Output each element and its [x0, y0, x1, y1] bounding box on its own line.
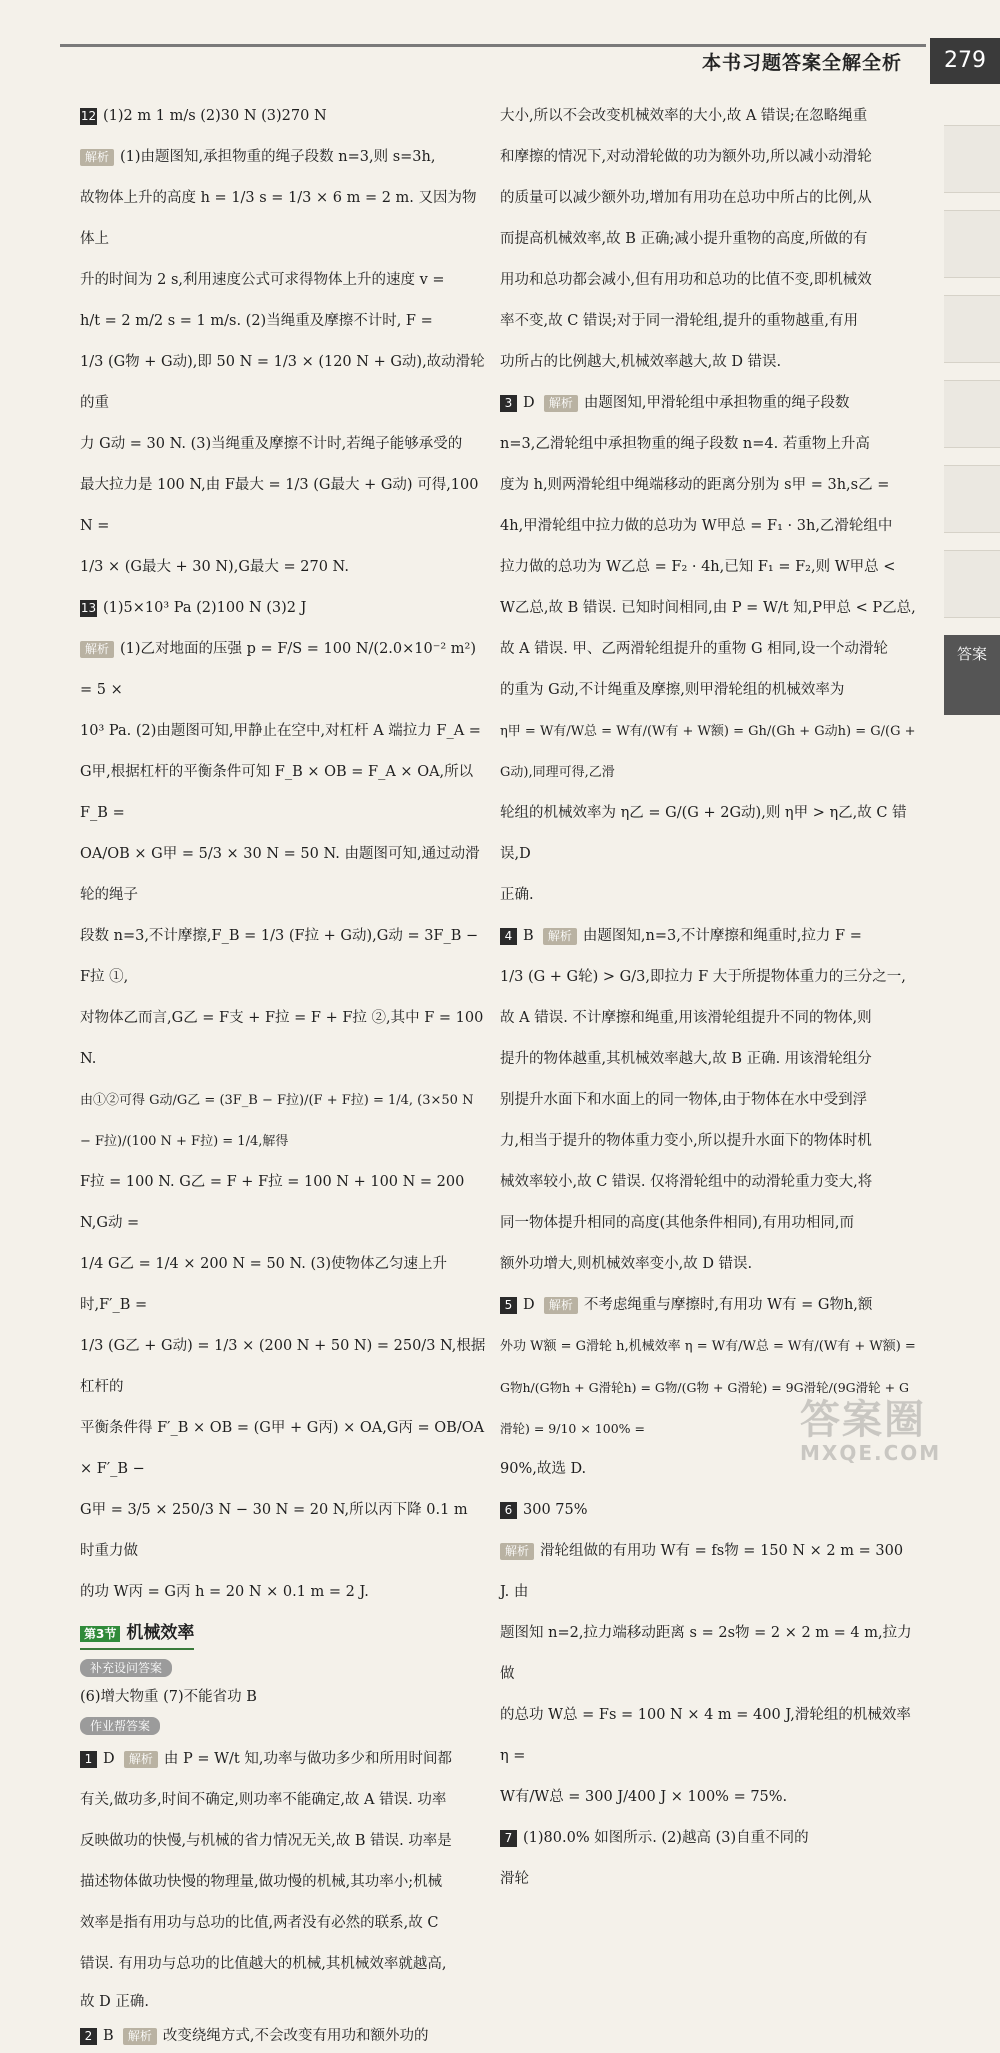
- q7-number: 7: [500, 1830, 517, 1847]
- q13-line-1: 10³ Pa. (2)由题图可知,甲静止在空中,对杠杆 A 端拉力 F_A =: [80, 723, 481, 739]
- right-column: [500, 96, 916, 1900]
- supplement-banner: 补充设问答案: [80, 1659, 172, 1677]
- q13-header: [80, 588, 486, 629]
- q12-line-1: 故物体上升的高度 h = 1/3 s = 1/3 × 6 m = 2 m. 又因为物体上: [80, 190, 477, 247]
- q5-line-1: 外功 W额 = G滑轮 h,机械效率 η = W有/W总 = W有/(W有 + W额) =: [500, 1339, 916, 1354]
- q13-line-5: 对物体乙而言,G乙 = F支 + F拉 = F + F拉 ②,其中 F = 100 N.: [80, 1010, 484, 1067]
- q1-number: 1: [80, 1751, 97, 1768]
- q6-text: 滑轮组做的有用功 W有 = fs物 = 150 N × 2 m = 300 J. 由: [500, 1543, 904, 1600]
- q13-line-10: 平衡条件得 F′_B × OB = (G甲 + G丙) × OA,G丙 = OB/OA × F′_B −: [80, 1420, 485, 1477]
- q4-line-2: 故 A 错误. 不计摩擦和绳重,用该滑轮组提升不同的物体,则: [500, 1010, 872, 1026]
- q1-line-5: 错误. 有用功与总功的比值越大的机械,其机械效率就越高,: [80, 1956, 447, 1972]
- banner2-block: [80, 1713, 486, 1739]
- jiexi-tag: 解析: [544, 395, 578, 412]
- q3-line-10: 正确.: [500, 887, 534, 903]
- q2-cont-1: 和摩擦的情况下,对动滑轮做的功为额外功,所以减小动滑轮: [500, 149, 872, 165]
- q3-number: 3: [500, 395, 517, 412]
- q2-text: 改变绕绳方式,不会改变有用功和额外功的: [162, 2028, 429, 2044]
- q12-line-2: 升的时间为 2 s,利用速度公式可求得物体上升的速度 v =: [80, 272, 445, 288]
- q12-text: (1)由题图知,承担物重的绳子段数 n=3,则 s=3h,: [120, 149, 436, 165]
- q4-line-6: 械效率较小,故 C 错误. 仅将滑轮组中的动滑轮重力变大,将: [500, 1174, 873, 1190]
- header-rule: [60, 44, 926, 47]
- q12-header: [80, 96, 486, 137]
- q3-line-7: 的重为 G动,不计绳重及摩擦,则甲滑轮组的机械效率为: [500, 682, 845, 698]
- q5-answer: D: [523, 1297, 535, 1313]
- side-tab-3[interactable]: [944, 295, 1000, 363]
- q6-line-0: [500, 1531, 916, 1613]
- q13-line-7: F拉 = 100 N. G乙 = F + F拉 = 100 N + 100 N = 200 N,G动 =: [80, 1174, 465, 1231]
- q4-line-4: 别提升水面下和水面上的同一物体,由于物体在水中受到浮: [500, 1092, 868, 1108]
- q6-line-2: 的总功 W总 = Fs = 100 N × 4 m = 400 J,滑轮组的机械效率 η =: [500, 1707, 911, 1764]
- left-column: [80, 96, 486, 2053]
- q3-line-2: 度为 h,则两滑轮组中绳端移动的距离分别为 s甲 = 3h,s乙 =: [500, 477, 890, 493]
- q12-line-7: 1/3 × (G最大 + 30 N),G最大 = 270 N.: [80, 559, 349, 575]
- jiexi-tag: 解析: [500, 1543, 534, 1560]
- q2-line-0: [80, 2019, 486, 2053]
- homework-banner: 作业帮答案: [80, 1717, 160, 1735]
- q13-line-3: OA/OB × G甲 = 5/3 × 30 N = 50 N. 由题图可知,通过动滑轮的绳子: [80, 846, 480, 903]
- q5-line-2: G物h/(G物h + G滑轮h) = G物/(G物 + G滑轮) = 9G滑轮/(9G滑轮 + G滑轮) = 9/10 × 100% =: [500, 1380, 910, 1436]
- q4-line-3: 提升的物体越重,其机械效率越大,故 B 正确. 用该滑轮组分: [500, 1051, 872, 1067]
- q12-line-3: h/t = 2 m/2 s = 1 m/s. (2)当绳重及摩擦不计时, F =: [80, 313, 433, 329]
- q4-line-1: 1/3 (G + G轮) > G/3,即拉力 F 大于所提物体重力的三分之一,: [500, 969, 906, 985]
- banner1-block: [80, 1655, 486, 1681]
- section-title: [80, 1619, 194, 1650]
- jiexi-tag: 解析: [80, 149, 114, 166]
- jiexi-tag: 解析: [123, 2028, 157, 2045]
- side-tab-2[interactable]: [944, 210, 1000, 278]
- q12-number: 12: [80, 108, 97, 123]
- q5-number: 5: [500, 1297, 517, 1314]
- q3-line-1: n=3,乙滑轮组中承担物重的绳子段数 n=4. 若重物上升高: [500, 436, 870, 452]
- section-badge: 第3节: [80, 1626, 120, 1642]
- q12-line-6: 最大拉力是 100 N,由 F最大 = 1/3 (G最大 + G动) 可得,100 N =: [80, 477, 479, 534]
- side-tab-4[interactable]: [944, 380, 1000, 448]
- q13-line-9: 1/3 (G乙 + G动) = 1/3 × (200 N + 50 N) = 250/3 N,根据杠杆的: [80, 1338, 486, 1395]
- q13-line-12: 的功 W丙 = G丙 h = 20 N × 0.1 m = 2 J.: [80, 1584, 369, 1600]
- q4-text: 由题图知,n=3,不计摩擦和绳重时,拉力 F =: [582, 928, 862, 944]
- q2-cont-5: 率不变,故 C 错误;对于同一滑轮组,提升的重物越重,有用: [500, 313, 859, 329]
- q2-cont-6: 功所占的比例越大,机械效率越大,故 D 错误.: [500, 354, 782, 370]
- q3-answer: D: [523, 395, 535, 411]
- q6-answer: 300 75%: [523, 1502, 588, 1518]
- q4-line-8: 额外功增大,则机械效率变小,故 D 错误.: [500, 1256, 753, 1272]
- q1-line-6: 故 D 正确.: [80, 1994, 149, 2010]
- q6-line-3: W有/W总 = 300 J/400 J × 100% = 75%.: [500, 1789, 788, 1805]
- q3-line-0: [500, 383, 916, 424]
- q13-line-0: [80, 629, 486, 711]
- q7-answer: (1)80.0% 如图所示. (2)越高 (3)自重不同的: [523, 1830, 809, 1846]
- q3-line-9: 轮组的机械效率为 η乙 = G/(G + 2G动),则 η甲 > η乙,故 C 错误,D: [500, 805, 907, 862]
- q4-answer: B: [523, 928, 534, 944]
- q3-line-6: 故 A 错误. 甲、乙两滑轮组提升的重物 G 相同,设一个动滑轮: [500, 641, 888, 657]
- q6-line-1: 题图知 n=2,拉力端移动距离 s = 2s物 = 2 × 2 m = 4 m,拉力做: [500, 1625, 912, 1682]
- q2-cont-3: 而提高机械效率,故 B 正确;减小提升重物的高度,所做的有: [500, 231, 868, 247]
- q3-line-5: W乙总,故 B 错误. 已知时间相同,由 P = W/t 知,P甲总 < P乙总,: [500, 600, 916, 616]
- section-title-text: 机械效率: [126, 1623, 195, 1643]
- side-tab-6[interactable]: [944, 550, 1000, 618]
- q12-line-0: [80, 137, 486, 178]
- q1-text: 由 P = W/t 知,功率与做功多少和所用时间都: [163, 1751, 452, 1767]
- side-tab-5[interactable]: [944, 465, 1000, 533]
- side-tab-1[interactable]: [944, 125, 1000, 193]
- jiexi-tag: 解析: [544, 1297, 578, 1314]
- watermark-line1: 答案圈: [800, 1397, 926, 1443]
- q6-number: 6: [500, 1502, 517, 1519]
- q13-line-6: 由①②可得 G动/G乙 = (3F_B − F拉)/(F + F拉) = 1/4, (3×50 N − F拉)/(100 N + F拉) = 1/4,解得: [80, 1093, 474, 1149]
- q2-cont-4: 用功和总功都会减小,但有用功和总功的比值不变,即机械效: [500, 272, 872, 288]
- jiexi-tag: 解析: [80, 641, 114, 658]
- q1-line-4: 效率是指有用功与总功的比值,两者没有必然的联系,故 C: [80, 1915, 439, 1931]
- q4-number: 4: [500, 928, 517, 945]
- page-number: 279: [930, 38, 1000, 84]
- q4-line-7: 同一物体提升相同的高度(其他条件相同),有用功相同,而: [500, 1215, 855, 1231]
- q12-line-5: 力 G动 = 30 N. (3)当绳重及摩擦不计时,若绳子能够承受的: [80, 436, 463, 452]
- q2-number: 2: [80, 2028, 97, 2045]
- q5-line-3: 90%,故选 D.: [500, 1461, 587, 1477]
- q13-number: 13: [80, 600, 97, 615]
- q1-line-0: [80, 1739, 486, 1780]
- jiexi-tag: 解析: [543, 928, 577, 945]
- q3-line-3: 4h,甲滑轮组中拉力做的总功为 W甲总 = F₁ · 3h,乙滑轮组中: [500, 518, 893, 534]
- jiexi-tag: 解析: [124, 1751, 158, 1768]
- q13-line-4: 段数 n=3,不计摩擦,F_B = 1/3 (F拉 + G动),G动 = 3F_B − F拉 ①,: [80, 928, 479, 985]
- q12-answer: (1)2 m 1 m/s (2)30 N (3)270 N: [103, 108, 327, 124]
- watermark-logo: [800, 1388, 941, 1465]
- banner1-answer: (6)增大物重 (7)不能省功 B: [80, 1689, 257, 1705]
- q5-text: 不考虑绳重与摩擦时,有用功 W有 = G物h,额: [583, 1297, 873, 1313]
- q2-cont-0: 大小,所以不会改变机械效率的大小,故 A 错误;在忽略绳重: [500, 108, 868, 124]
- q1-line-1: 有关,做功多,时间不确定,则功率不能确定,故 A 错误. 功率: [80, 1792, 447, 1808]
- q12-line-4: 1/3 (G物 + G动),即 50 N = 1/3 × (120 N + G动),故动滑轮的重: [80, 354, 485, 411]
- q1-line-3: 描述物体做功快慢的物理量,做功慢的机械,其功率小;机械: [80, 1874, 443, 1890]
- q2-answer: B: [103, 2028, 114, 2044]
- q7-header: [500, 1818, 916, 1859]
- q4-line-0: [500, 916, 916, 957]
- q13-line-8: 1/4 G乙 = 1/4 × 200 N = 50 N. (3)使物体乙匀速上升时,F′_B =: [80, 1256, 448, 1313]
- header-title: 本书习题答案全解全析: [701, 52, 902, 74]
- side-tab-answers[interactable]: 答案: [944, 635, 1000, 715]
- q1-line-2: 反映做功的快慢,与机械的省力情况无关,故 B 错误. 功率是: [80, 1833, 452, 1849]
- q3-text: 由题图知,甲滑轮组中承担物重的绳子段数: [583, 395, 850, 411]
- q2-cont-2: 的质量可以减少额外功,增加有用功在总功中所占的比例,从: [500, 190, 872, 206]
- q3-line-8: η甲 = W有/W总 = W有/(W有 + W额) = Gh/(Gh + G动h) = G/(G + G动),同理可得,乙滑: [500, 724, 916, 780]
- q13-answer: (1)5×10³ Pa (2)100 N (3)2 J: [103, 600, 307, 616]
- q3-line-4: 拉力做的总功为 W乙总 = F₂ · 4h,已知 F₁ = F₂,则 W甲总 <: [500, 559, 896, 575]
- watermark-line2: MXQE.COM: [800, 1441, 942, 1465]
- q4-line-5: 力,相当于提升的物体重力变小,所以提升水面下的物体时机: [500, 1133, 872, 1149]
- q1-answer: D: [103, 1751, 115, 1767]
- q7-cont: 滑轮: [500, 1871, 529, 1887]
- q13-line-2: G甲,根据杠杆的平衡条件可知 F_B × OB = F_A × OA,所以 F_B =: [80, 764, 474, 821]
- q13-line-11: G甲 = 3/5 × 250/3 N − 30 N = 20 N,所以丙下降 0.1 m 时重力做: [80, 1502, 468, 1559]
- q13-text: (1)乙对地面的压强 p = F/S = 100 N/(2.0×10⁻² m²) = 5 ×: [80, 641, 477, 698]
- q6-header: [500, 1490, 916, 1531]
- q5-line-0: [500, 1285, 916, 1326]
